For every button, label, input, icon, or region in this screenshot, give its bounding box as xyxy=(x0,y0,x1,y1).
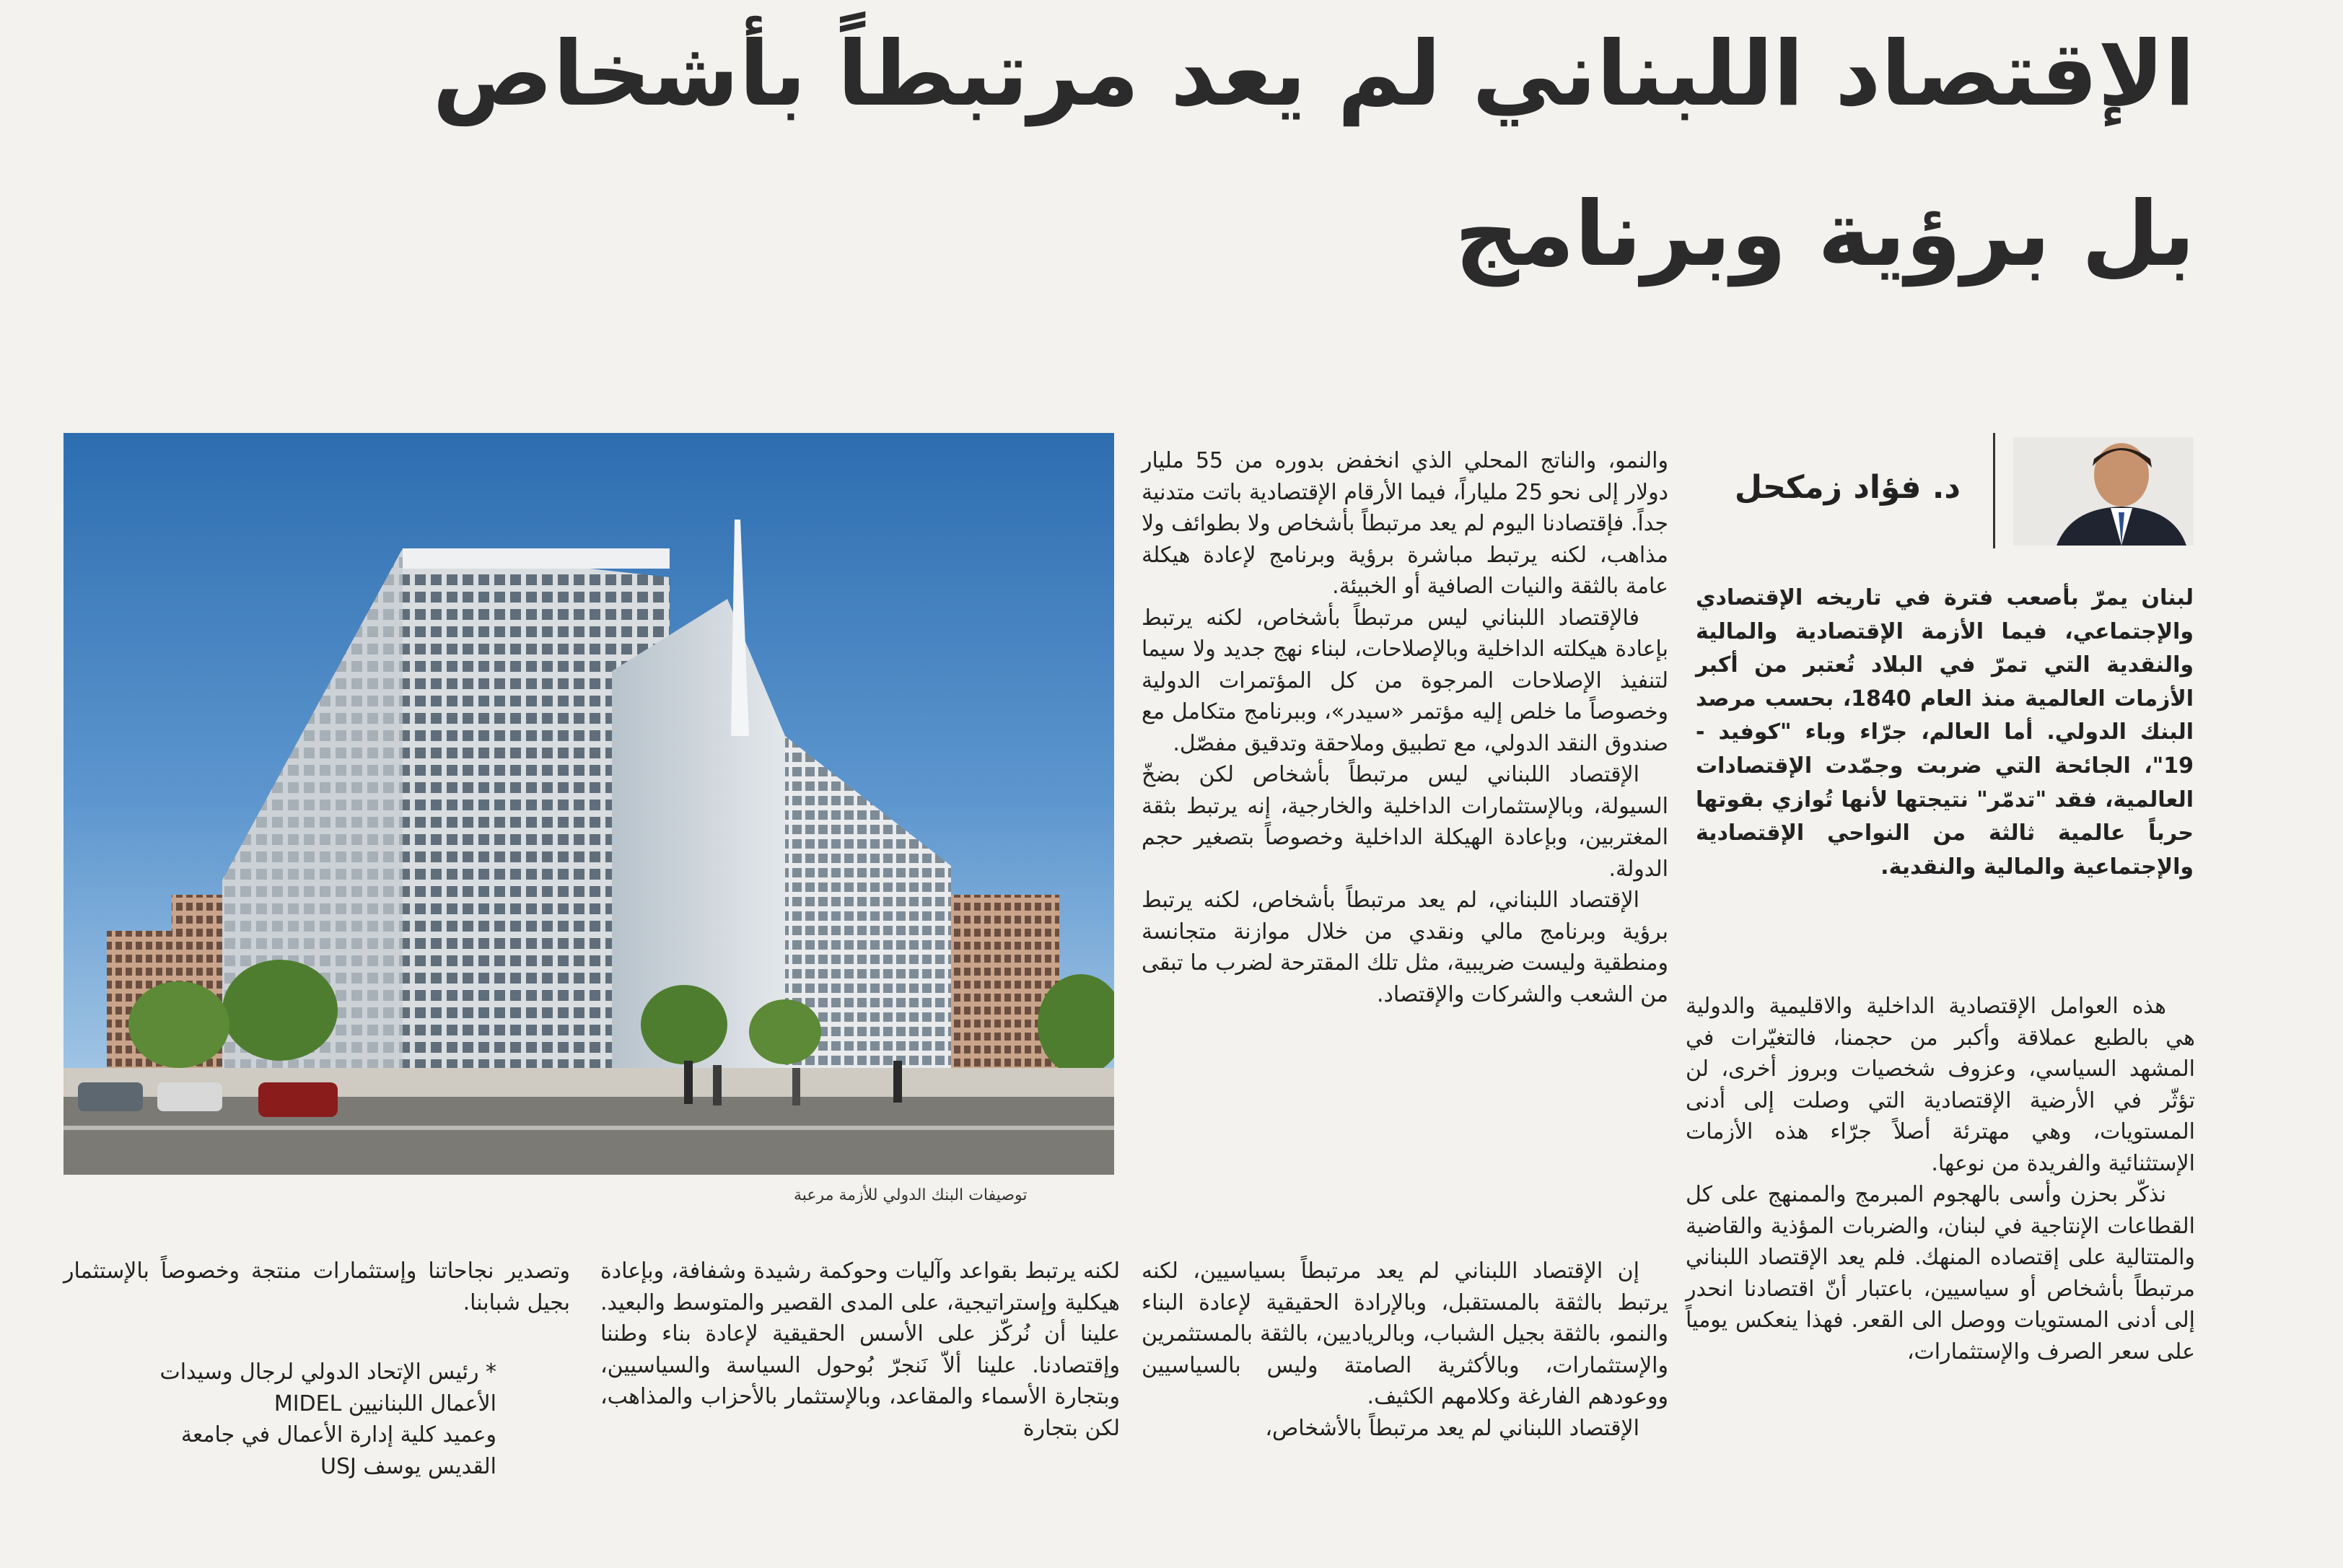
column-1-paragraph: هذه العوامل الإقتصادية الداخلية والاقليمية والدولية هي بالطبع عملاقة وأكبر من حجمنا، فالتغيّرات في المشهد السياسي، وعزوف شخصيات وبروز أخرى، لن تؤثّر في الأرضية الإقتصادية التي وصلت إلى أدنى المستويات، وهي مهترئة أصلاً جرّاء هذه الأزمات الإستثنائية والفريدة من نوعها. xyxy=(1686,994,2195,1176)
article-column-2-bottom xyxy=(1142,1256,1668,1444)
author-photo xyxy=(2013,437,2194,546)
column-1-paragraph: نذكّر بحزن وأسى بالهجوم المبرمج والممنهج على كل القطاعات الإنتاجية في لبنان، والضربات المؤذية والقاضية والمتتالية على إقتصاده المنهك. فلم يعد الإقتصاد اللبناني مرتبطاً بأشخاص أو سياسيين، باعتبار أنّ اقتصادنا انحدر إلى أدنى المستويات ووصل الى القعر. فهذا ينعكس يومياً على سعر الصرف والإستثمارات، xyxy=(1686,1182,2195,1365)
footnote-line: الأعمال اللبنانيين MIDEL xyxy=(273,1390,496,1416)
headline-line-1: الإقتصاد اللبناني لم يعد مرتبطاً بأشخاص xyxy=(432,22,2195,126)
footnote-line: وعميد كلية إدارة الأعمال في جامعة xyxy=(180,1422,496,1447)
photo-caption: توصيفات البنك الدولي للأزمة مرعبة xyxy=(794,1186,1028,1204)
article-column-4: وتصدير نجاحاتنا وإستثمارات منتجة وخصوصاً بالإستثمار بجيل شبابنا. xyxy=(63,1258,570,1315)
article-column-1 xyxy=(1686,991,2195,1367)
column-2-paragraph: والنمو، والناتج المحلي الذي انخفض بدوره من 55 مليار دولار إلى نحو 25 ملياراً، فيما الأرقام الإقتصادية باتت متدنية جداً. فإقتصادنا اليوم لم يعد مرتبطاً بأشخاص ولا بطوائف ولا مذاهب، لكنه يرتبط مباشرة برؤية وبرنامج لإعادة هيكلة عامة بالثقة والنيات الصافية أو الخبيئة. xyxy=(1142,448,1669,599)
footnote-line: القديس يوسف USJ xyxy=(320,1453,496,1479)
footnote-line: * رئيس الإتحاد الدولي لرجال وسيدات xyxy=(159,1359,496,1385)
column-2-paragraph: الإقتصاد اللبناني، لم يعد مرتبطاً بأشخاص، لكنه يرتبط برؤية وبرنامج مالي ونقدي من خلال موازنة متجانسة ومنطقية وليست ضريبية، مثل تلك المقترحة لضرب ما تبقى من الشعب والشركات والإقتصاد. xyxy=(1142,888,1668,1007)
world-bank-photo xyxy=(63,433,1114,1175)
article-column-2-top xyxy=(1142,445,1668,1010)
column-2-paragraph: الإقتصاد اللبناني ليس مرتبطاً بأشخاص لكن بضخّ السيولة، وبالإستثمارات الداخلية والخارجية، إنه يرتبط بثقة المغتربين، وبإعادة الهيكلة الداخلية وخصوصاً بتصغير حجم الدولة. xyxy=(1142,762,1668,882)
headline-line-2: بل برؤية وبرنامج xyxy=(1454,183,2195,286)
intro-paragraph: لبنان يمرّ بأصعب فترة في تاريخه الإقتصادي والإجتماعي، فيما الأزمة الإقتصادية والمالية والنقدية التي تمرّ في البلاد تُعتبر من أكبر الأزمات العالمية منذ العام 1840، بحسب مرصد البنك الدولي. أما العالم، جرّاء وباء "كوفيد - 19"، الجائحة التي ضربت وجمّدت الإقتصادات العالمية، فقد "تدمّر" نتيجتها لأنها تُوازي بقوتها حرباً عالمية ثالثة من النواحي الإقتصادية والإجتماعية والمالية والنقدية. xyxy=(1696,585,2194,880)
column-2-paragraph: فالإقتصاد اللبناني ليس مرتبطاً بأشخاص، لكنه يرتبط بإعادة هيكلته الداخلية وبالإصلاحات، لبناء نهج جديد ولا سيما لتنفيذ الإصلاحات المرجوة من كل المؤتمرات الدولية وخصوصاً ما خلص إليه مؤتمر «سيدر»، وببرنامج متكامل مع صندوق النقد الدولي، مع تطبيق وملاحقة وتدقيق مفصّل. xyxy=(1142,605,1668,756)
column-2-paragraph: إن الإقتصاد اللبناني لم يعد مرتبطاً بسياسيين، لكنه يرتبط بالثقة بالمستقبل، وبالإرادة الحقيقية لإعادة البناء والنمو، بالثقة بجيل الشباب، وبالرياديين، بالثقة بالمستثمرين والإستثمارات، وبالأكثرية الصامتة وليس بالسياسيين ووعودهم الفارغة وكلامهم الكثيف. xyxy=(1142,1258,1668,1409)
column-2-paragraph: الإقتصاد اللبناني لم يعد مرتبطاً بالأشخاص، xyxy=(1265,1415,1639,1441)
author-divider xyxy=(1993,433,1995,548)
author-footnote xyxy=(63,1357,496,1482)
article-column-3: لكنه يرتبط بقواعد وآليات وحوكمة رشيدة وشفافة، وبإعادة هيكلية وإستراتيجية، على المدى القصير والمتوسط والبعيد. علينا أن نُركّز على الأسس الحقيقية لإعادة بناء وطننا وإقتصادنا. علينا ألاّ نَنجرّ بُوحول السياسة والسياسيين، وبتجارة الأسماء والمقاعد، وبالإستثمار بالأحزاب والمذاهب، لكن بتجارة xyxy=(600,1258,1120,1441)
author-name: د. فؤاد زمكحل xyxy=(1734,469,1961,506)
